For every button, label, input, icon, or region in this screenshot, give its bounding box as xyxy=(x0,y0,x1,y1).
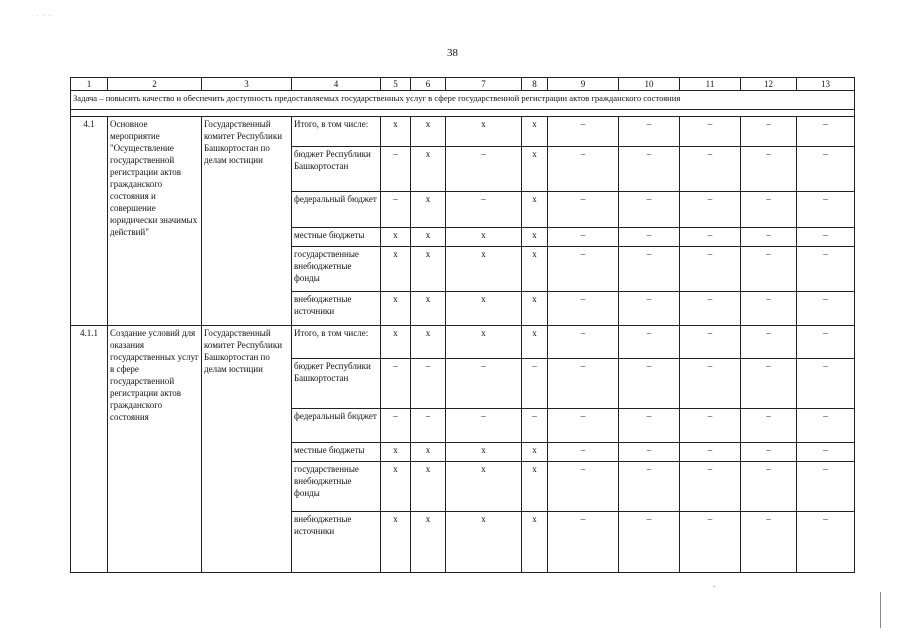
column-number: 6 xyxy=(411,78,446,91)
value-cell: – xyxy=(741,247,797,292)
value-cell: – xyxy=(741,409,797,443)
value-cell: – xyxy=(548,247,619,292)
value-cell: – xyxy=(548,228,619,247)
spacer-row xyxy=(71,110,855,117)
value-cell: – xyxy=(797,292,855,326)
value-cell: – xyxy=(797,409,855,443)
value-cell: x xyxy=(381,512,411,573)
column-number: 8 xyxy=(522,78,548,91)
value-cell: – xyxy=(619,228,680,247)
value-cell: x xyxy=(522,192,548,228)
value-cell: – xyxy=(446,359,522,409)
funding-source-label: внебюджетные источники xyxy=(292,512,381,573)
value-cell: – xyxy=(741,228,797,247)
value-cell: – xyxy=(680,443,741,462)
funding-source-label: государственные внебюджетные фонды xyxy=(292,247,381,292)
funding-source-label: федеральный бюджет xyxy=(292,192,381,228)
value-cell: – xyxy=(680,359,741,409)
value-cell: – xyxy=(548,117,619,147)
value-cell: – xyxy=(680,147,741,192)
value-cell: x xyxy=(446,462,522,512)
task-text: Задача – повысить качество и обеспечить доступность предоставляемых государственных услуг в сфере государственной регистрации актов гражданского состояния xyxy=(71,91,855,110)
value-cell: x xyxy=(381,117,411,147)
value-cell: – xyxy=(680,326,741,359)
column-number: 7 xyxy=(446,78,522,91)
sections-body xyxy=(71,117,855,573)
value-cell: – xyxy=(741,147,797,192)
value-cell: x xyxy=(446,443,522,462)
value-cell: x xyxy=(446,326,522,359)
column-number: 12 xyxy=(741,78,797,91)
value-cell: – xyxy=(548,512,619,573)
value-cell: x xyxy=(522,228,548,247)
value-cell: – xyxy=(619,192,680,228)
value-cell: – xyxy=(381,192,411,228)
value-cell: – xyxy=(381,409,411,443)
value-cell: – xyxy=(446,409,522,443)
value-cell: – xyxy=(548,462,619,512)
value-cell: x xyxy=(381,228,411,247)
scan-artifact: · · · xyxy=(36,12,52,20)
value-cell: – xyxy=(741,359,797,409)
funding-source-label: бюджет Республики Башкортостан xyxy=(292,359,381,409)
value-cell: – xyxy=(741,292,797,326)
funding-source-label: местные бюджеты xyxy=(292,228,381,247)
value-cell: x xyxy=(522,443,548,462)
value-cell: – xyxy=(680,192,741,228)
funding-source-label: бюджет Республики Башкортостан xyxy=(292,147,381,192)
task-row xyxy=(71,91,855,110)
value-cell: x xyxy=(381,247,411,292)
value-cell: – xyxy=(619,147,680,192)
value-cell: x xyxy=(522,462,548,512)
value-cell: – xyxy=(680,462,741,512)
value-cell: x xyxy=(522,117,548,147)
value-cell: x xyxy=(446,247,522,292)
value-cell: x xyxy=(446,512,522,573)
value-cell: – xyxy=(411,409,446,443)
value-cell: – xyxy=(680,409,741,443)
value-cell: x xyxy=(446,292,522,326)
value-cell: – xyxy=(619,359,680,409)
value-cell: – xyxy=(797,247,855,292)
funding-row xyxy=(71,117,855,147)
funding-source-label: федеральный бюджет xyxy=(292,409,381,443)
column-number: 3 xyxy=(202,78,292,91)
funding-source-label: внебюджетные источники xyxy=(292,292,381,326)
value-cell: – xyxy=(741,512,797,573)
value-cell: – xyxy=(797,359,855,409)
value-cell: x xyxy=(522,326,548,359)
value-cell: x xyxy=(411,462,446,512)
section-executor: Государственный комитет Республики Башкортостан по делам юстиции xyxy=(202,117,292,326)
value-cell: – xyxy=(680,292,741,326)
value-cell: x xyxy=(522,247,548,292)
value-cell: – xyxy=(619,512,680,573)
value-cell: – xyxy=(411,359,446,409)
value-cell: x xyxy=(411,292,446,326)
column-number: 5 xyxy=(381,78,411,91)
value-cell: x xyxy=(522,147,548,192)
value-cell: – xyxy=(548,292,619,326)
value-cell: – xyxy=(741,443,797,462)
scan-speck xyxy=(713,586,715,587)
value-cell: – xyxy=(797,326,855,359)
value-cell: – xyxy=(619,247,680,292)
value-cell: x xyxy=(381,443,411,462)
column-number: 4 xyxy=(292,78,381,91)
column-number: 10 xyxy=(619,78,680,91)
value-cell: – xyxy=(446,147,522,192)
value-cell: – xyxy=(797,512,855,573)
value-cell: – xyxy=(548,409,619,443)
column-number: 1 xyxy=(71,78,108,91)
value-cell: – xyxy=(741,462,797,512)
value-cell: – xyxy=(381,359,411,409)
value-cell: – xyxy=(548,443,619,462)
column-number: 11 xyxy=(680,78,741,91)
value-cell: – xyxy=(619,443,680,462)
column-number: 13 xyxy=(797,78,855,91)
scan-edge-line xyxy=(880,592,881,628)
funding-source-label: государственные внебюджетные фонды xyxy=(292,462,381,512)
section-number: 4.1.1 xyxy=(71,326,108,573)
value-cell: x xyxy=(411,512,446,573)
value-cell: – xyxy=(619,409,680,443)
value-cell: x xyxy=(381,292,411,326)
section-executor: Государственный комитет Республики Башкортостан по делам юстиции xyxy=(202,326,292,573)
value-cell: – xyxy=(741,192,797,228)
value-cell: x xyxy=(411,443,446,462)
value-cell: – xyxy=(619,462,680,512)
value-cell: – xyxy=(548,192,619,228)
value-cell: – xyxy=(797,228,855,247)
value-cell: – xyxy=(548,326,619,359)
value-cell: x xyxy=(522,512,548,573)
value-cell: – xyxy=(797,443,855,462)
value-cell: x xyxy=(411,326,446,359)
funding-source-label: местные бюджеты xyxy=(292,443,381,462)
value-cell: – xyxy=(741,117,797,147)
funding-source-label: Итого, в том числе: xyxy=(292,326,381,359)
value-cell: x xyxy=(411,247,446,292)
value-cell: – xyxy=(381,147,411,192)
value-cell: – xyxy=(619,292,680,326)
value-cell: – xyxy=(680,228,741,247)
value-cell: – xyxy=(797,462,855,512)
column-number: 9 xyxy=(548,78,619,91)
value-cell: – xyxy=(548,147,619,192)
value-cell: x xyxy=(446,228,522,247)
page-number: 38 xyxy=(447,47,458,59)
section-title: Создание условий для оказания государственных услуг в сфере государственной регистрации актов гражданского состояния xyxy=(108,326,202,573)
value-cell: – xyxy=(797,192,855,228)
value-cell: – xyxy=(446,192,522,228)
column-number-header-row xyxy=(71,78,855,91)
value-cell: – xyxy=(797,117,855,147)
value-cell: – xyxy=(619,326,680,359)
value-cell: x xyxy=(411,117,446,147)
section-title: Основное мероприятие "Осуществление государственной регистрации актов гражданского состояния и совершение юридически значимых действий" xyxy=(108,117,202,326)
funding-row xyxy=(71,326,855,359)
value-cell: – xyxy=(797,147,855,192)
value-cell: – xyxy=(680,512,741,573)
value-cell: – xyxy=(522,409,548,443)
value-cell: – xyxy=(548,359,619,409)
value-cell: x xyxy=(381,326,411,359)
value-cell: x xyxy=(411,192,446,228)
value-cell: x xyxy=(381,462,411,512)
value-cell: x xyxy=(411,228,446,247)
program-table xyxy=(70,77,855,573)
section-number: 4.1 xyxy=(71,117,108,326)
value-cell: – xyxy=(619,117,680,147)
value-cell: – xyxy=(522,359,548,409)
value-cell: – xyxy=(680,117,741,147)
value-cell: x xyxy=(411,147,446,192)
funding-source-label: Итого, в том числе: xyxy=(292,117,381,147)
column-number: 2 xyxy=(108,78,202,91)
value-cell: – xyxy=(741,326,797,359)
value-cell: – xyxy=(680,247,741,292)
value-cell: x xyxy=(522,292,548,326)
value-cell: x xyxy=(446,117,522,147)
